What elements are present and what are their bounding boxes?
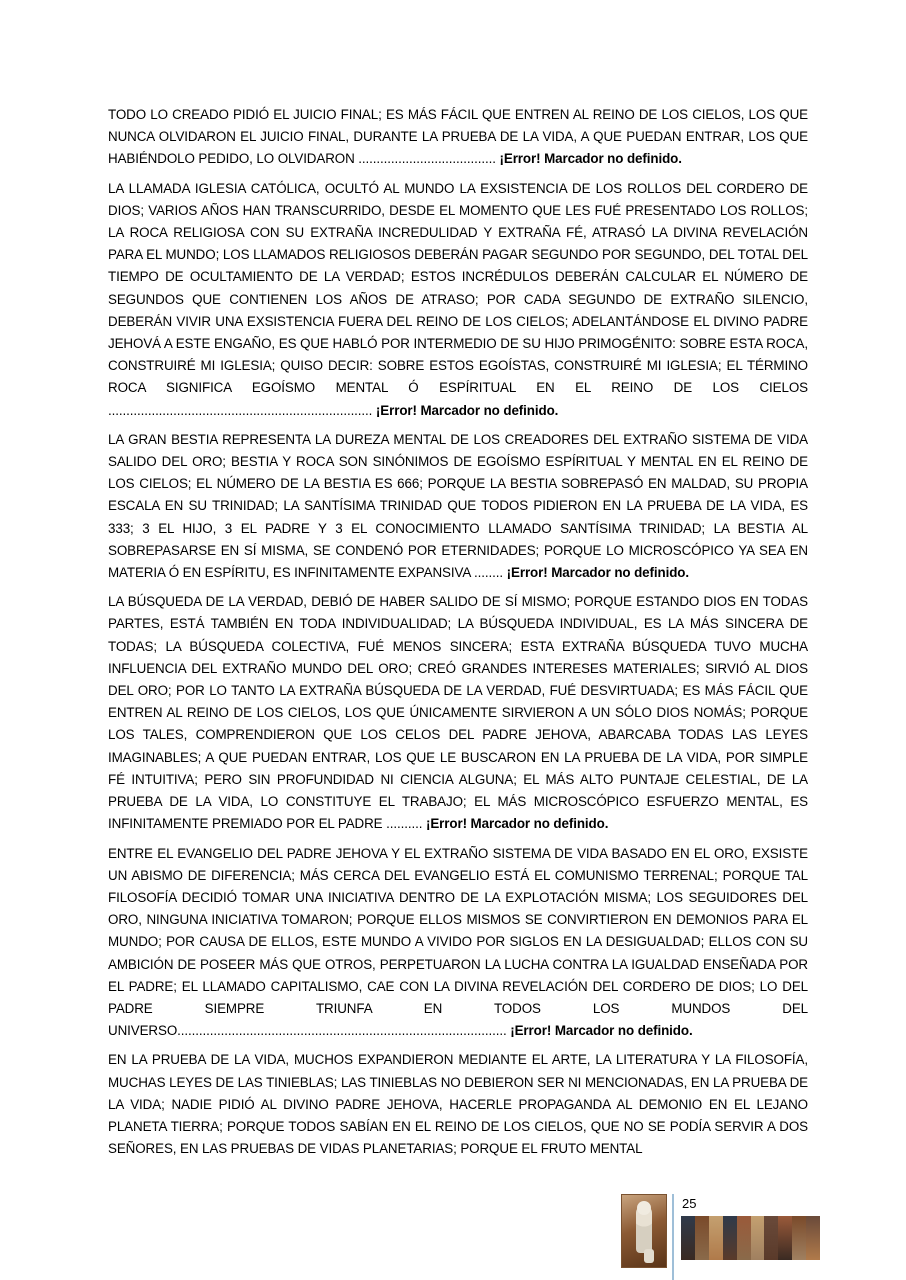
bookmark-error: ¡Error! Marcador no definido. <box>499 151 682 167</box>
paragraph <box>108 591 808 835</box>
strip-tile <box>695 1216 709 1260</box>
strip-tile <box>681 1216 695 1260</box>
dot-leader: ...................................... <box>354 151 496 167</box>
strip-tile <box>764 1216 778 1260</box>
paragraph <box>108 178 808 422</box>
footer-divider <box>672 1194 674 1280</box>
strip-tile <box>709 1216 723 1260</box>
body-text <box>108 104 808 1160</box>
figure-head <box>637 1201 651 1215</box>
dot-leader: ......................................................................... <box>108 402 373 418</box>
strip-tile <box>778 1216 792 1260</box>
bookmark-error: ¡Error! Marcador no definido. <box>506 565 689 581</box>
dot-leader: .......... <box>382 816 423 832</box>
paragraph-text: LA BÚSQUEDA DE LA VERDAD, DEBIÓ DE HABER SALIDO DE SÍ MISMO; PORQUE ESTANDO DIOS EN TODAS PARTES, ESTÁ TAMBIÉN EN TODA INDIVIDUALIDAD; LA BÚSQUEDA INDIVIDUAL, ES LA MÁS SINCERA DE TODAS; LA BÚSQUEDA COLECTIVA, FUÉ MENOS SINCERA; ESTA EXTRAÑA BÚSQUEDA TUVO MUCHA INFLUENCIA DEL EXTRAÑO MUNDO DEL ORO; CREÓ GRANDES INTERESES MATERIALES; SIRVIÓ AL DIOS DEL ORO; POR LO TANTO LA EXTRAÑA BÚSQUEDA DE LA VERDAD, FUÉ DESVIRTUADA; ES MÁS FÁCIL QUE ENTREN AL REINO DE LOS CIELOS, LOS QUE ÚNICAMENTE SIRVIERON A UN SÓLO DIOS NOMÁS; PORQUE LOS TALES, COMPRENDIERON QUE LOS CELOS DEL PADRE JEHOVA, ABARCABA TODAS LAS LEYES IMAGINABLES; A QUE PUEDAN ENTRAR, LOS QUE LE BUSCARON EN LA PRUEBA DE LA VIDA, POR SIMPLE FÉ INTUITIVA; PERO SIN PROFUNDIDAD NI CIENCIA ALGUNA; EL MÁS ALTO PUNTAJE CELESTIAL, DE LA PRUEBA DE LA VIDA, LO CONSTITUYE EL TRABAJO; EL MÁS MICROSCÓPICO ESFUERZO MENTAL, ES INFINITAMENTE PREMIADO POR EL PADRE <box>108 594 808 832</box>
bookmark-error: ¡Error! Marcador no definido. <box>375 402 559 418</box>
figure-leg <box>644 1249 654 1263</box>
paragraph <box>108 104 808 171</box>
page-number: 25 <box>682 1196 697 1211</box>
footer-image-strip <box>681 1216 820 1260</box>
dot-leader: ........................................................................................... <box>177 1023 507 1039</box>
alpha-omega-figure-icon <box>621 1194 667 1268</box>
strip-tile <box>723 1216 737 1260</box>
bookmark-error: ¡Error! Marcador no definido. <box>425 816 609 832</box>
bookmark-error: ¡Error! Marcador no definido. <box>510 1023 693 1039</box>
paragraph <box>108 429 808 584</box>
paragraph-text: ENTRE EL EVANGELIO DEL PADRE JEHOVA Y EL EXTRAÑO SISTEMA DE VIDA BASADO EN EL ORO, EXSISTE UN ABISMO DE DIFERENCIA; MÁS CERCA DEL EVANGELIO ESTÁ EL COMUNISMO TERRENAL; PORQUE TAL FILOSOFÍA DECIDIÓ TOMAR UNA INICIATIVA DENTRO DE LA EXPLOTACIÓN MISMA; LOS SEGUIDORES DEL ORO, NINGUNA INICIATIVA TOMARON; PORQUE ELLOS MISMOS SE CONVIRTIERON EN DEMONIOS PARA EL MUNDO; POR CAUSA DE ELLOS, ESTE MUNDO A VIVIDO POR SIGLOS EN LA DESIGUALDAD; ELLOS CON SU AMBICIÓN DE POSEER MÁS QUE OTROS, PERPETUARON LA LUCHA CONTRA LA IGUALDAD ENSEÑADA POR EL PADRE; EL LLAMADO CAPITALISMO, CAE CON LA DIVINA REVELACIÓN DEL CORDERO DE DIOS; LO DEL PADRE SIEMPRE TRIUNFA EN TODOS LOS MUNDOS DEL UNIVERSO <box>108 845 808 1039</box>
paragraph-text: TODO LO CREADO PIDIÓ EL JUICIO FINAL; ES MÁS FÁCIL QUE ENTREN AL REINO DE LOS CIELOS, LOS QUE NUNCA OLVIDARON EL JUICIO FINAL, DURANTE LA PRUEBA DE LA VIDA, A QUE PUEDAN ENTRAR, LOS QUE HABIÉNDOLO PEDIDO, LO OLVIDARON <box>108 107 808 167</box>
strip-tile <box>737 1216 751 1260</box>
strip-tile <box>751 1216 765 1260</box>
paragraph-text: LA GRAN BESTIA REPRESENTA LA DUREZA MENTAL DE LOS CREADORES DEL EXTRAÑO SISTEMA DE VIDA SALIDO DEL ORO; BESTIA Y ROCA SON SINÓNIMOS DE EGOÍSMO ESPÍRITUAL Y MENTAL EN EL REINO DE LOS CIELOS; EL NÚMERO DE LA BESTIA ES 666; PORQUE LA BESTIA SOBREPASÓ EN MALDAD, SU PROPIA ESCALA EN SU TRINIDAD; LA SANTÍSIMA TRINIDAD QUE TODOS PIDIERON EN LA PRUEBA DE LA VIDA, ES 333; 3 EL HIJO, 3 EL PADRE Y 3 EL CONOCIMIENTO LLAMADO SANTÍSIMA TRINIDAD; LA BESTIA AL SOBREPASARSE EN SÍ MISMA, SE CONDENÓ POR ETERNIDADES; PORQUE LO MICROSCÓPICO YA SEA EN MATERIA Ó EN ESPÍRITU, ES INFINITAMENTE EXPANSIVA <box>108 431 808 581</box>
final-paragraph: EN LA PRUEBA DE LA VIDA, MUCHOS EXPANDIERON MEDIANTE EL ARTE, LA LITERATURA Y LA FILOSOFÍA, MUCHAS LEYES DE LAS TINIEBLAS; LAS TINIEBLAS NO DEBIERON SER NI MENCIONADAS, EN LA PRUEBA DE LA VIDA; NADIE PIDIÓ AL DIVINO PADRE JEHOVA, HACERLE PROPAGANDA AL DEMONIO EN EL LEJANO PLANETA TIERRA; PORQUE TODOS SABÍAN EN EL REINO DE LOS CIELOS, QUE NO SE PODÍA SERVIR A DOS SEÑORES, EN LAS PRUEBAS DE VIDAS PLANETARIAS; PORQUE EL FRUTO MENTAL <box>108 1052 808 1157</box>
strip-tile <box>792 1216 806 1260</box>
dot-leader: ........ <box>470 565 504 581</box>
strip-tile <box>806 1216 820 1260</box>
paragraph-text: LA LLAMADA IGLESIA CATÓLICA, OCULTÓ AL MUNDO LA EXSISTENCIA DE LOS ROLLOS DEL CORDERO DE DIOS; VARIOS AÑOS HAN TRANSCURRIDO, DESDE EL MOMENTO QUE LES FUÉ PRESENTADO LOS ROLLOS; LA ROCA RELIGIOSA CON SU EXTRAÑA INCREDULIDAD Y EXTRAÑA FÉ, ATRASÓ LA DIVINA REVELACIÓN PARA EL MUNDO; LOS LLAMADOS RELIGIOSOS DEBERÁN PAGAR SEGUNDO POR SEGUNDO, DEL TOTAL DEL TIEMPO DE OCULTAMIENTO DE LA VERDAD; ESTOS INCRÉDULOS DEBERÁN CALCULAR EL NÚMERO DE SEGUNDOS QUE CONTIENEN LOS AÑOS DE ATRASO; POR CADA SEGUNDO DE EXTRAÑO SILENCIO, DEBERÁN VIVIR UNA EXSISTENCIA FUERA DEL REINO DE LOS CIELOS; ADELANTÁNDOSE EL DIVINO PADRE JEHOVÁ A ESTE ENGAÑO, ES QUE HABLÓ POR INTERMEDIO DE SU HIJO PRIMOGÉNITO: SOBRE ESTA ROCA, CONSTRUIRÉ MI IGLESIA; QUISO DECIR: SOBRE ESTOS EGOÍSTAS, CONSTRUIRÉ MI IGLESIA; EL TÉRMINO ROCA SIGNIFICA EGOÍSMO MENTAL Ó ESPÍRITUAL EN EL REINO DE LOS CIELOS <box>108 180 808 396</box>
paragraph <box>108 843 808 1043</box>
